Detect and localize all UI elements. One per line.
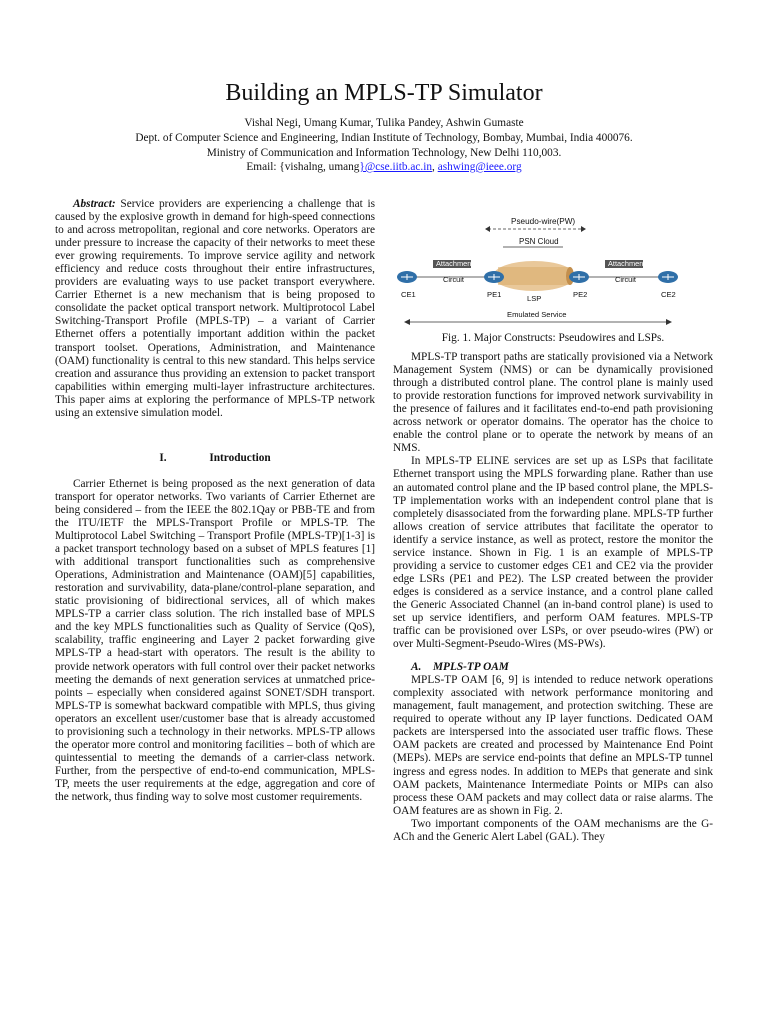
abstract-text: Service providers are experiencing a challenge that is caused by the explosive growth in demand for high-speed connections to and across metropolitan, regional and core networks. Operators are under pressure to increase the capacity of their networks to meet these ever growing requirements. To improve service agility and network efficiency and reduce costs throughout their entire infrastructures, providers are evaluating ways to use packet transport everywhere. Carrier Ethernet is a new mechanism that is being proposed to consolidate the packet optical transport network. Multiprotocol Label Switching-Transport Profile (MPLS-TP) – a variant of Carrier Ethernet offers a potentially important addition within the packet transport toolset. Operations, Administration, and Maintenance (OAM) functionality is central to this new standard. This helps service creation and assurance thus providing an extension to packet transport capabilities within emerging multi-layer infrastructure architectures. This paper aims at exploring the performance of MPLS-TP network using an extensive simulation model. [55, 198, 375, 419]
emulated-arrow-right [666, 319, 672, 325]
author-list: Vishal Negi, Umang Kumar, Tulika Pandey, Ashwin Gumaste [244, 117, 524, 129]
right-paragraph-2: In MPLS-TP ELINE services are set up as LSPs that facilitate Ethernet transport using the MPLS forwarding plane. Rather than use an automated control plane and the IP based control plane, the MPLS-TP implementation works with an independent control plane that is completely disassociated from the forwarding plane. MPLS-TP further allows creation of service attributes that facilitate the operator to identify a service instance, as well as protect, restore the monitor the service instance. Shown in Fig. 1 is an example of MPLS-TP providing a service to customer edges CE1 and CE2 via the provider edge LSRs (PE1 and PE2). The LSP created between the provider edges is considered as a service instance, and a control plane called the Generic Associated Channel (an in-band control plane) is used to set up service identifiers, and perform OAM features. MPLS-TP traffic can be provisioned over LSPs, or over pseudo-wires (PW) or over Multi-Segment-Pseudo-Wires (MS-PWs). [393, 455, 713, 651]
attachment-label-right-1: Attachment [608, 259, 646, 268]
introduction-paragraph: Carrier Ethernet is being proposed as the next generation of data transport for operator networks. Two variants of Carrier Ethernet are being considered – from the IEEE the 802.1Qay or PBB-TE and from the ITU/IETF the MPLS-Transport Profile or MPLS-TP. The Multiprotocol Label Switching – Transport Profile (MPLS-TP)[1-3] is a packet transport technology based on a subset of MPLS features [1] with additional transport functionalities such as comprehensive Operations, Administration and Maintenance (OAM)[5] capabilities, restoration and survivability, data-plane/control-plane separation, and static provisioning of bidirectional services, all of which makes MPLS-TP a carrier class solution. The rich installed base of MPLS and the key MPLS functionalities such as Quality of Service (QoS), scalability, traffic engineering and Layer 2 packet forwarding give MPLS-TP a head-start with operators. The result is the ability to provide network operators with full control over their packet networks meeting the demands of next generation services at unmatched price-points – especially when considered against SONET/SDH transport. MPLS-TP is somewhat backward compatible with MPLS, thus giving operators an excellent user/customer base that is already accustomed to provisioning such a technology in their networks. MPLS-TP allows the operator more control and monitoring facilities – both of which are quintessential to meeting the demands of a carrier-class network. Further, from the perspective of end-to-end communication, MPLS-TP, meets the user requirements at the edge, aggregation and core of the network, thus finding way to solve most customer requirements. [55, 477, 375, 803]
attachment-label-left-1: Attachment [436, 259, 474, 268]
email-separator: , [432, 161, 438, 173]
node-label-pe1: PE1 [487, 290, 502, 299]
figure-1-caption: Fig. 1. Major Constructs: Pseudowires and LSPs. [441, 332, 665, 344]
abstract [55, 198, 375, 420]
section-title: Introduction [209, 451, 271, 464]
subsection-title: MPLS-TP OAM [433, 661, 509, 674]
attachment-label-left-2: Circuit [443, 275, 464, 284]
paper-title: Building an MPLS-TP Simulator [225, 80, 543, 106]
pseudowire-label: Pseudo-wire(PW) [511, 217, 576, 226]
router-icon-pe2 [569, 271, 589, 283]
figure-1 [393, 200, 713, 328]
node-label-ce2: CE2 [661, 290, 676, 299]
psn-cloud-label: PSN Cloud [519, 237, 559, 246]
affiliation-line-2: Ministry of Communication and Information Technology, New Delhi 110,003. [206, 147, 562, 159]
attachment-label-right-2: Circuit [615, 275, 636, 284]
subsection-heading-oam [393, 661, 713, 674]
node-label-ce1: CE1 [401, 290, 416, 299]
subsection-number: A. [411, 661, 422, 674]
affiliation-line-1: Dept. of Computer Science and Engineering, Indian Institute of Technology, Bombay, Mumbai, India 400076. [135, 132, 633, 144]
emulated-arrow-left [404, 319, 410, 325]
abstract-label: Abstract: [73, 198, 116, 210]
pseudowire-arrow-right [581, 226, 586, 232]
lsp-tunnel [498, 267, 570, 285]
email-prefix: Email: {vishalng, umang [246, 161, 360, 173]
left-column [55, 198, 375, 804]
email-link-ieee[interactable]: ashwing@ieee.org [437, 161, 522, 173]
emulated-service-label: Emulated Service [507, 310, 567, 319]
email-line [0, 160, 768, 175]
router-icon-ce2 [658, 271, 678, 283]
oam-paragraph-2: Two important components of the OAM mechanisms are the G-ACh and the Generic Alert Label (GAL). They [393, 817, 713, 843]
right-column [393, 200, 713, 844]
email-link-cse[interactable]: }@cse.iitb.ac.in [359, 161, 433, 173]
right-paragraph-1: MPLS-TP transport paths are statically provisioned via a Network Management System (NMS) or can be dynamically provisioned through a distributed control plane. The control plane is mainly used to provide restoration functions for improved network survivability in the presence of failures and it facilitates end-to-end path provisioning across network or operator domains. The operator has the choice to enable the control plane or to operate the network by means of an NMS. [393, 351, 713, 455]
router-icon-pe1 [484, 271, 504, 283]
section-heading-introduction [55, 452, 375, 465]
node-label-pe2: PE2 [573, 290, 588, 299]
router-icon-ce1 [397, 271, 417, 283]
oam-paragraph-1: MPLS-TP OAM [6, 9] is intended to reduce network operations complexity associated with network performance monitoring and management, fault management, and protection switching. These are required to operate without any IP layer functions. Dedicated OAM packets are interspersed into the associated user traffic flows. These OAM packets are created and processed by Maintenance End Point (MEPs). MEPs are service end-points that define an MPLS-TP tunnel ingress and egress nodes. In addition to MEPs that generate and sink OAM packets, Maintenance Intermediate Points or MIPs can also process these OAM packets and may collect data or raise alarms. The OAM features are as shown in Fig. 2. [393, 674, 713, 817]
section-number: I. [159, 451, 167, 464]
figure-1-diagram [393, 200, 713, 328]
pseudowire-arrow-left [485, 226, 490, 232]
lsp-label: LSP [527, 294, 542, 303]
